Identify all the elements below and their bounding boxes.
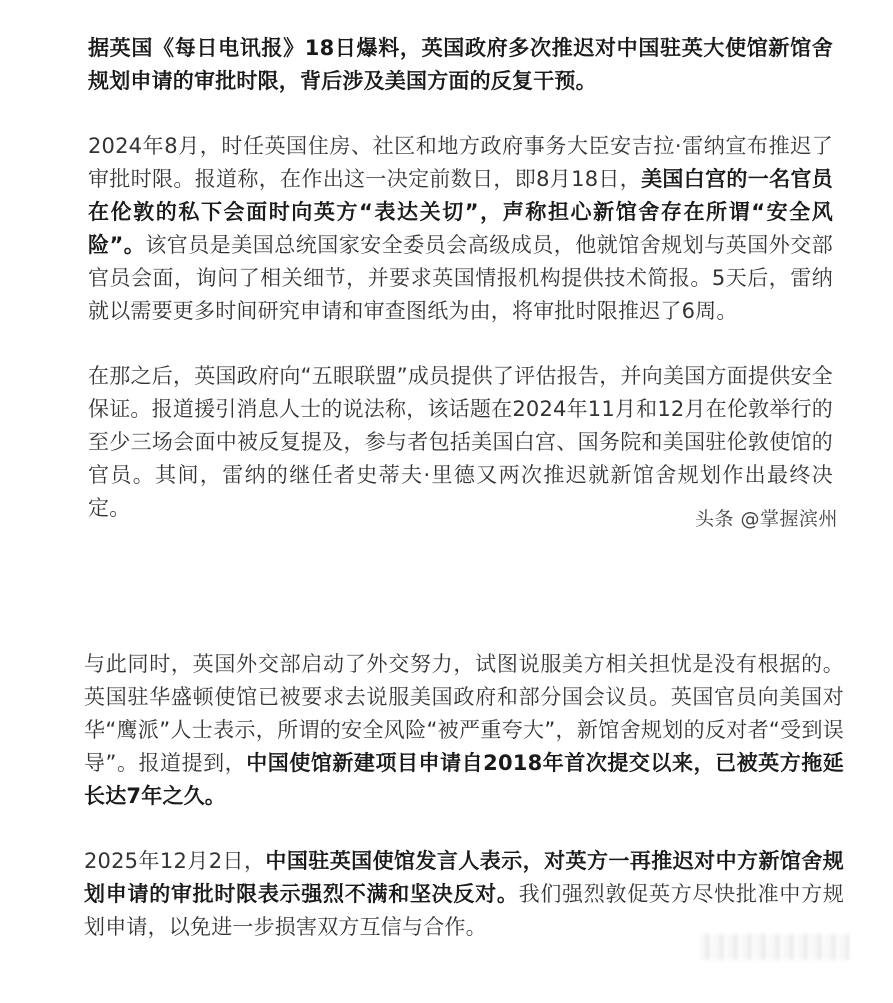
paragraph-text: 与此同时，英国外交部启动了外交努力，试图说服美方相关担忧是没有根据的。英国驻华盛顿使馆已被要求去说服美国政府和部分国会议员。英国官员向美国对华“鹰派”人士表示，所谓的安全风险“被严重夸大”，新馆舍规划的反对者“受到误导”。报道提到，	[84, 652, 844, 775]
lead-paragraph	[88, 32, 833, 98]
paragraph-bold-text: 美国白宫的一名官员在伦敦的私下会面时向英方“表达关切”，声称担心新馆舍存在所谓“安全风险”。	[88, 167, 833, 257]
lead-bold-text: 据英国《每日电讯报》18日爆料，英国政府多次推迟对中国驻英大使馆新馆舍规划申请的审批时限，背后涉及美国方面的反复干预。	[88, 36, 833, 93]
paragraph-text: 该官员是美国总统国家安全委员会高级成员，他就馆舍规划与英国外交部官员会面，询问了相关细节，并要求英国情报机构提供技术简报。5天后，雷纳就以需要更多时间研究申请和审查图纸为由，将审批时限推迟了6周。	[88, 233, 833, 323]
paragraph-2024-august	[88, 130, 833, 328]
paragraph-text: 我们强烈敦促英方尽快批准中方规划申请，以免进一步损害双方互信与合作。	[84, 882, 845, 939]
toutiao-watermark: 头条 @掌握滨州	[695, 508, 839, 530]
paragraph-bold-text: 中国使馆新建项目申请自2018年首次提交以来，已被英方拖延长达7年之久。	[84, 751, 844, 808]
blurred-watermark	[700, 934, 850, 960]
paragraph-text: 2025年12月2日，	[84, 849, 266, 873]
paragraph-five-eyes	[88, 360, 833, 525]
paragraph-diplomatic-efforts	[84, 648, 844, 813]
paragraph-text: 在那之后，英国政府向“五眼联盟”成员提供了评估报告，并向美国方面提供安全保证。报道援引消息人士的说法称，该话题在2024年11月和12月在伦敦举行的至少三场会面中被反复提及，参与者包括美国白宫、国务院和美国驻伦敦使馆的官员。其间，雷纳的继任者史蒂夫·里德又两次推迟就新馆舍规划作出最终决定。	[88, 364, 833, 520]
article-section-2	[84, 648, 844, 976]
article-section-1	[88, 32, 833, 557]
paragraph-bold-text: 中国驻英国使馆发言人表示，对英方一再推迟对中方新馆舍规划申请的审批时限表示强烈不满和坚决反对。	[84, 849, 844, 906]
paragraph-text: 2024年8月，时任英国住房、社区和地方政府事务大臣安吉拉·雷纳宣布推迟了审批时限。报道称，在作出这一决定前数日，即8月18日，	[88, 134, 833, 191]
paragraph-embassy-statement	[84, 845, 844, 944]
